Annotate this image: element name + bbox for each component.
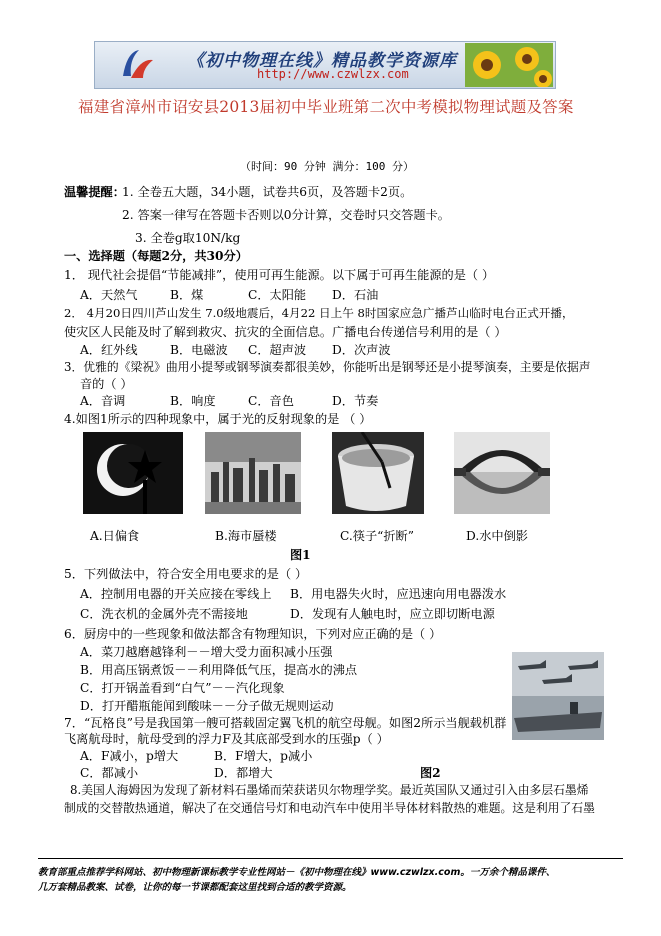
q4-caption-a: A.日偏食 <box>90 529 140 543</box>
q1-option-b: B．煤 <box>170 288 204 302</box>
q4-text: 4.如图1所示的四种现象中，属于光的反射现象的是 （ ） <box>64 412 372 426</box>
q6-option-a: A．菜刀越磨越锋利－－增大受力面积减小压强 <box>80 645 333 659</box>
q7-line-1: 7．“瓦格良”号是我国第一艘可搭载固定翼飞机的航空母舰。如图2所示当舰载机群 <box>64 716 507 730</box>
q4-caption-c: C.筷子“折断” <box>340 529 414 543</box>
footer-divider <box>38 858 623 859</box>
notice-item-2: 2. 答案一律写在答题卡否则以0分计算，交卷时只交答题卡。 <box>122 208 450 222</box>
q3-line-2: 音的（ ） <box>80 377 133 391</box>
notice-item-3: 3. 全卷g取10N/kg <box>135 231 241 245</box>
notice-item-1: 1. 全卷五大题，34小题，试卷共6页，及答题卡2页。 <box>122 185 413 199</box>
q1-option-a: A．天然气 <box>80 288 138 302</box>
footer-line-1: 教育部重点推荐学科网站、初中物理新课标教学专业性网站－《初中物理在线》www.czwlzx.com。一万余个精品课件、 <box>38 867 556 878</box>
q2-line-1: 2． 4月20日四川芦山发生 7.0级地震后，4月22 日上午 8时国家应急广播芦山临时电台正式开播， <box>64 306 574 320</box>
chopsticks-cup-photo <box>332 432 424 514</box>
bridge-reflection-photo <box>454 432 550 514</box>
q2-option-c: C．超声波 <box>248 343 307 357</box>
q6-option-c: C．打开锅盖看到“白气”－－汽化现象 <box>80 681 285 695</box>
mirage-photo <box>205 432 301 514</box>
q5-option-c: C．洗衣机的金属外壳不需接地 <box>80 607 248 621</box>
aircraft-carrier-photo <box>512 652 604 740</box>
q4-caption-d: D.水中倒影 <box>466 529 528 543</box>
q7-option-b: B．F增大，p减小 <box>214 749 313 763</box>
notice-label: 温馨提醒： <box>64 185 125 199</box>
q2-option-d: D．次声波 <box>332 343 391 357</box>
q2-option-a: A．红外线 <box>80 343 138 357</box>
q5-option-d: D．发现有人触电时，应立即切断电源 <box>290 607 495 621</box>
figure-2-label: 图2 <box>420 766 441 780</box>
q5-text: 5．下列做法中，符合安全用电要求的是（ ） <box>64 567 308 581</box>
sunflower-icon <box>465 43 553 87</box>
header-banner <box>94 41 556 89</box>
q7-option-a: A．F减小，p增大 <box>80 749 179 763</box>
q5-option-a: A．控制用电器的开关应接在零线上 <box>80 587 272 601</box>
q3-line-1: 3．优雅的《梁祝》曲用小提琴或钢琴演奏都很美妙，你能听出是钢琴还是小提琴演奏，主要是依据声 <box>64 360 591 374</box>
banner-url[interactable]: http://www.czwlzx.com <box>257 67 409 81</box>
q7-line-2: 飞离航母时，航母受到的浮力F及其底部受到水的压强p（ ） <box>64 732 389 746</box>
figure-1-label: 图1 <box>290 548 311 562</box>
q2-line-2: 使灾区人民能及时了解到救灾、抗灾的全面信息。广播电台传递信号利用的是（ ） <box>64 325 507 339</box>
partial-eclipse-photo <box>83 432 183 514</box>
q3-option-a: A．音调 <box>80 394 126 408</box>
q6-text: 6．厨房中的一些现象和做法都含有物理知识，下列对应正确的是（ ） <box>64 627 442 641</box>
section-heading: 一、选择题（每题2分，共30分） <box>64 249 248 263</box>
q1-option-d: D．石油 <box>332 288 379 302</box>
footer-line-2: 几万套精品教案、试卷，让你的每一节课都配套这里找到合适的教学资源。 <box>38 882 352 893</box>
q8-line-2: 制成的交替散热通道，解决了在交通信号灯和电动汽车中使用半导体材料散热的难题。这是利用了石墨 <box>64 801 595 815</box>
q6-option-d: D．打开醋瓶能闻到酸味－－分子做无规则运动 <box>80 699 334 713</box>
site-logo-icon <box>117 46 157 84</box>
q3-option-d: D．节奏 <box>332 394 379 408</box>
q7-option-d: D．都增大 <box>214 766 273 780</box>
q2-option-b: B．电磁波 <box>170 343 228 357</box>
document-title: 福建省漳州市诏安县2013届初中毕业班第二次中考模拟物理试题及答案 <box>78 98 574 116</box>
q5-option-b: B．用电器失火时，应迅速向用电器泼水 <box>290 587 507 601</box>
q3-option-c: C．音色 <box>248 394 294 408</box>
q1-text: 1． 现代社会提倡“节能减排”，使用可再生能源。以下属于可再生能源的是（ ） <box>64 268 495 282</box>
q3-option-b: B．响度 <box>170 394 216 408</box>
exam-info: （时间：90 分钟 满分：100 分） <box>240 160 414 173</box>
q8-line-1: 8.美国人海姆因为发现了新材料石墨烯而荣获诺贝尔物理学奖。最近英国队又通过引入由多层石墨烯 <box>70 783 589 797</box>
q1-option-c: C．太阳能 <box>248 288 307 302</box>
banner-title: 《初中物理在线》精品教学资源库 <box>187 51 457 71</box>
q4-caption-b: B.海市蜃楼 <box>215 529 277 543</box>
q6-option-b: B．用高压锅煮饭－－利用降低气压，提高水的沸点 <box>80 663 358 677</box>
q7-option-c: C．都减小 <box>80 766 139 780</box>
